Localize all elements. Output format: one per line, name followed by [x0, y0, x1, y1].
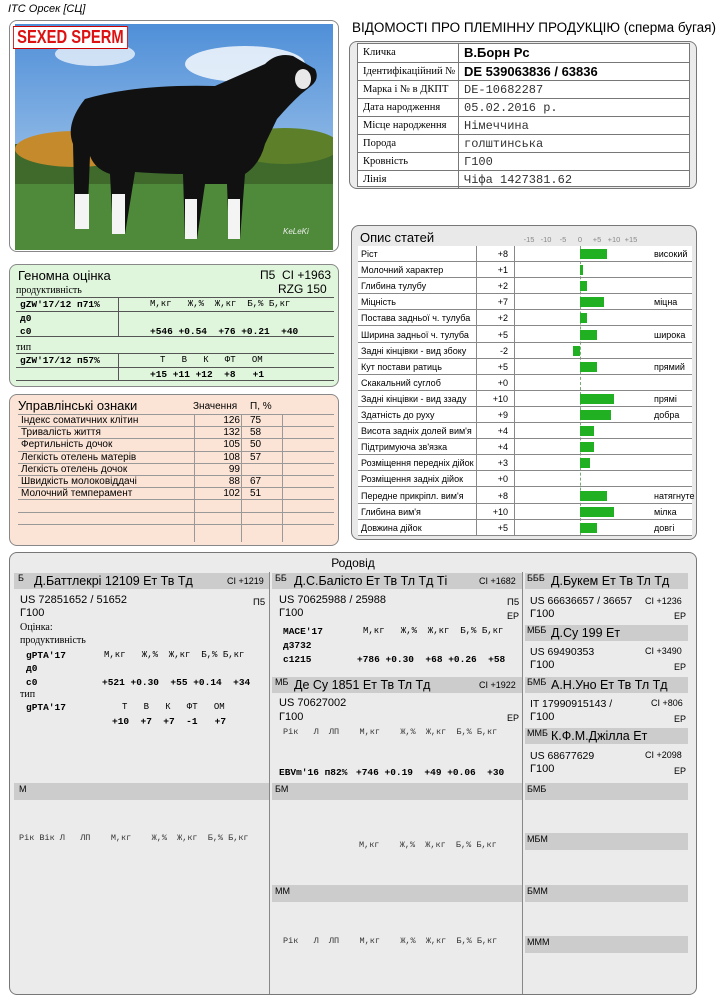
- management-value: 105: [223, 439, 240, 450]
- ped-mmb-id: US 68677629: [530, 750, 595, 762]
- ped-mmb-name: К.Ф.М.Джілла Ет: [551, 729, 648, 743]
- trait-bar: [580, 249, 607, 259]
- trait-description: прямі: [654, 394, 677, 404]
- scale-tick: +5: [592, 235, 602, 244]
- management-table: [18, 414, 334, 542]
- ped-b-code: Б: [18, 573, 24, 583]
- ped-mmb-ci: CI +2098: [645, 750, 682, 760]
- ped-bb-ci: CI +1682: [479, 576, 516, 586]
- genomic-p5: П5: [260, 268, 276, 282]
- ped-bb-c-values: +786 +0.30 +68 +0.26 +58: [357, 654, 506, 665]
- trait-value: +4: [497, 442, 508, 452]
- trait-row: [358, 278, 692, 294]
- info-value: Німеччина: [464, 119, 529, 133]
- info-row: [358, 44, 689, 62]
- management-percent: 58: [250, 427, 262, 438]
- trait-row: [358, 504, 692, 520]
- trait-name: Розміщення передніх дійок: [361, 458, 474, 468]
- info-value: В.Борн Рс: [464, 45, 530, 60]
- ped-bmb-code: БМБ: [527, 677, 547, 687]
- trait-name: Глибина вим'я: [361, 507, 421, 517]
- ped-mbb-ci: CI +3490: [645, 646, 682, 656]
- scale-tick: +10: [607, 235, 621, 244]
- trait-value: +2: [497, 313, 508, 323]
- trait-name: Кут постави ратиць: [361, 362, 442, 372]
- trait-name: Здатність до руху: [361, 410, 435, 420]
- trait-bar: [580, 442, 594, 452]
- info-label: Кровність: [363, 156, 409, 167]
- ped-mbb-code: МББ: [527, 625, 547, 635]
- management-trait: Фертильність дочок: [21, 439, 113, 450]
- trait-bar: [580, 313, 587, 323]
- genomic-sub-type: тип: [16, 342, 32, 353]
- ped-bm-header: М,кг Ж,% Ж,кг Б,% Б,кг: [359, 840, 497, 850]
- management-row: [18, 439, 334, 451]
- ped-mb-code: МБ: [275, 677, 289, 687]
- management-value: 108: [223, 452, 240, 463]
- scale-tick: -5: [559, 235, 567, 244]
- info-row: [358, 134, 689, 152]
- document-title: ВІДОМОСТІ ПРО ПЛЕМІННУ ПРОДУКЦІЮ (сперма бугая): [352, 20, 716, 35]
- trait-description: мілка: [654, 507, 677, 517]
- trait-row: [358, 359, 692, 375]
- trait-row: [358, 246, 692, 262]
- sexed-sperm-badge: SEXED SPERM: [13, 26, 128, 49]
- trait-bar: [580, 491, 607, 501]
- ped-bb-header: М,кг Ж,% Ж,кг Б,% Б,кг: [363, 626, 504, 636]
- ped-bmm-code: БММ: [527, 886, 548, 896]
- trait-value: +0: [497, 378, 508, 388]
- company-name: ITC Орсек [СЦ]: [8, 3, 86, 15]
- ped-mm-header: Рік Л ЛП М,кг Ж,% Ж,кг Б,% Б,кг: [283, 936, 498, 946]
- ped-b-id: US 72851652 / 51652: [20, 594, 128, 606]
- management-percent: 75: [250, 415, 262, 426]
- trait-bar: [580, 297, 604, 307]
- traits-title: Опис статей: [360, 230, 435, 245]
- info-row: [358, 116, 689, 134]
- management-value: 102: [223, 488, 240, 499]
- management-percent: 67: [250, 476, 262, 487]
- ped-bb-d: д3732: [283, 640, 312, 651]
- ped-b-label2: gPTA'17: [26, 702, 66, 713]
- ped-bb-blood: Г100: [279, 607, 304, 619]
- trait-bar: [580, 458, 590, 468]
- trait-name: Ріст: [361, 249, 378, 259]
- trait-row: [358, 520, 692, 536]
- ped-b-eval: Оцінка:: [20, 622, 53, 633]
- ped-mb-values: +746 +0.19 +49 +0.06 +30: [356, 767, 505, 778]
- trait-name: Скакальний суглоб: [361, 378, 441, 388]
- ped-bb-label: MACE'17: [283, 626, 323, 637]
- genomic-prod-header: М,кг Ж,% Ж,кг Б,% Б,кг: [150, 299, 291, 309]
- trait-bar: [580, 330, 597, 340]
- trait-name: Глибина тулубу: [361, 281, 427, 291]
- genomic-type-header: Т В К ФТ ОМ: [160, 355, 263, 365]
- ped-mb-header: Рік Л ЛП М,кг Ж,% Ж,кг Б,% Б,кг: [283, 727, 498, 737]
- ped-bb-c: с1215: [283, 654, 312, 665]
- info-label: Лінія: [363, 174, 387, 185]
- trait-value: +10: [492, 507, 508, 517]
- trait-row: [358, 294, 692, 310]
- info-row: [358, 80, 689, 98]
- genomic-prod-label: gZW'17/12 п71%: [20, 299, 100, 310]
- trait-description: прямий: [654, 362, 685, 372]
- ped-mbb-blood: Г100: [530, 659, 555, 671]
- photo-watermark: KeLeKi: [283, 227, 309, 236]
- scale-tick: +15: [624, 235, 638, 244]
- trait-name: Задні кінцівки - вид ззаду: [361, 394, 467, 404]
- genomic-d0: д0: [20, 313, 32, 324]
- trait-row: [358, 391, 692, 407]
- ped-mm-code: ММ: [275, 886, 290, 896]
- trait-bar: [573, 346, 580, 356]
- genomic-sub-productivity: продуктивність: [16, 285, 82, 296]
- trait-bar: [580, 410, 611, 420]
- trait-value: +9: [497, 410, 508, 420]
- management-trait: Швидкість молоковіддачі: [21, 476, 137, 487]
- management-value: 88: [228, 476, 240, 487]
- trait-value: -2: [499, 346, 508, 356]
- ped-mb-id: US 70627002: [279, 697, 347, 709]
- trait-bar: [580, 362, 597, 372]
- traits-table: [358, 246, 695, 536]
- trait-name: Постава задньої ч. тулуба: [361, 313, 471, 323]
- trait-value: +5: [497, 362, 508, 372]
- trait-row: [358, 327, 692, 343]
- ped-bb-id: US 70625988 / 25988: [279, 594, 387, 606]
- management-percent: 57: [250, 452, 262, 463]
- ped-b-type-values: +10 +7 +7 -1 +7: [112, 716, 227, 727]
- trait-description: натягнуте: [654, 491, 695, 501]
- ped-b-tip: тип: [20, 689, 36, 700]
- info-label: Місце народження: [363, 120, 447, 131]
- trait-bar: [580, 281, 587, 291]
- ped-mb-name: Де Су 1851 Ет Тв Тл Тд: [294, 678, 431, 692]
- management-trait: Індекс соматичних клітин: [21, 415, 139, 426]
- ped-bbb-blood: Г100: [530, 608, 555, 620]
- ped-bmb-blood: Г100: [530, 711, 555, 723]
- ped-m-header: Рік Вік Л ЛП М,кг Ж,% Ж,кг Б,% Б,кг: [19, 833, 249, 843]
- ped-bmb-name: А.Н.Уно Ет Тв Тл Тд: [551, 678, 668, 692]
- ped-b-ci: CI +1219: [227, 576, 264, 586]
- genomic-c0: с0: [20, 326, 32, 337]
- ped-b-label1: gPTA'17: [26, 650, 66, 661]
- pedigree-panel: [9, 552, 697, 995]
- trait-description: міцна: [654, 297, 678, 307]
- ped-bb-p: П5: [507, 597, 520, 608]
- management-value: 99: [228, 464, 240, 475]
- bull-photo: [15, 24, 333, 250]
- ped-mmm-code: МММ: [527, 937, 550, 947]
- trait-name: Висота задніх долей вим'я: [361, 426, 472, 436]
- ped-bb-ep: ЕР: [507, 611, 520, 621]
- trait-name: Довжина дійок: [361, 523, 422, 533]
- info-value: 05.02.2016 р.: [464, 101, 558, 115]
- ped-b-blood: Г100: [20, 607, 45, 619]
- ped-mbb-name: Д.Су 199 Ет: [551, 626, 621, 640]
- trait-bar: [580, 507, 614, 517]
- ped-mb-blood: Г100: [279, 711, 304, 723]
- trait-row: [358, 262, 692, 278]
- management-trait: Тривалість життя: [21, 427, 101, 438]
- trait-value: +1: [497, 265, 508, 275]
- trait-name: Міцність: [361, 297, 396, 307]
- ped-bm-code: БМ: [275, 784, 289, 794]
- info-label: Марка і № в ДКПТ: [363, 84, 449, 95]
- info-label: Порода: [363, 138, 397, 149]
- genomic-type-values: +15 +11 +12 +8 +1: [150, 369, 265, 380]
- info-label: Ідентифікаційний №: [363, 66, 456, 77]
- ped-bmbx-code: БМБ: [527, 784, 547, 794]
- trait-row: [358, 375, 692, 391]
- ped-m-code: М: [19, 784, 27, 794]
- management-percent: 51: [250, 488, 262, 499]
- trait-value: +0: [497, 474, 508, 484]
- info-panel: [349, 41, 697, 189]
- trait-value: +8: [497, 249, 508, 259]
- scale-tick: 0: [577, 235, 583, 244]
- ped-mb-ep: ЕР: [507, 713, 520, 723]
- management-col-value: Значення: [193, 401, 238, 412]
- ped-bbb-ep: ЕР: [674, 611, 687, 621]
- trait-bar: [580, 523, 597, 533]
- ped-b-header1: М,кг Ж,% Ж,кг Б,% Б,кг: [104, 650, 245, 660]
- scale-tick: -10: [540, 235, 552, 244]
- trait-row: [358, 423, 692, 439]
- info-row: [358, 170, 689, 188]
- ped-bbb-name: Д.Букем Ет Тв Тл Тд: [551, 574, 670, 588]
- ped-mb-label: EBVm'16 п82%: [279, 767, 348, 778]
- ped-mb-ci: CI +1922: [479, 680, 516, 690]
- trait-value: +4: [497, 426, 508, 436]
- ped-mbm-code: МБМ: [527, 834, 548, 844]
- genomic-rzg: RZG 150: [278, 282, 327, 296]
- info-value: голштинська: [464, 137, 544, 151]
- trait-value: +5: [497, 330, 508, 340]
- ped-bmb-ep: ЕР: [674, 714, 687, 724]
- trait-bar: [580, 394, 614, 404]
- trait-name: Передне прикріпл. вим'я: [361, 491, 464, 501]
- ped-b-prod: продуктивність: [20, 635, 86, 646]
- management-value: 126: [223, 415, 240, 426]
- trait-row: [358, 455, 692, 471]
- ped-bb-name: Д.С.Балісто Ет Тв Тл Тд Ті: [294, 574, 448, 588]
- ped-mbb-id: US 69490353: [530, 646, 595, 658]
- trait-value: +2: [497, 281, 508, 291]
- ped-bbb-code: БББ: [527, 573, 545, 583]
- genomic-title: Геномна оцінка: [18, 268, 111, 283]
- trait-description: довгі: [654, 523, 675, 533]
- info-value: Г100: [464, 155, 493, 169]
- management-percent: 50: [250, 439, 262, 450]
- trait-name: Молочний характер: [361, 265, 444, 275]
- genomic-ci: CI +1963: [282, 268, 332, 282]
- ped-bbb-id: US 66636657 / 36657: [530, 595, 633, 607]
- traits-panel: [351, 225, 697, 540]
- trait-row: [358, 471, 692, 487]
- info-row: [358, 152, 689, 170]
- trait-row: [358, 439, 692, 455]
- management-panel: [9, 394, 339, 546]
- info-value: Чіфа 1427381.62: [464, 173, 573, 187]
- trait-row: [358, 343, 692, 359]
- management-trait: Легкість отелень дочок: [21, 464, 128, 475]
- ped-bmb-id: IT 17990915143 /: [530, 698, 613, 710]
- trait-description: добра: [654, 410, 680, 420]
- ped-mbb-ep: ЕР: [674, 662, 687, 672]
- trait-name: Ширина задньої ч. тулуба: [361, 330, 469, 340]
- trait-name: Задні кінцівки - вид збоку: [361, 346, 467, 356]
- management-trait: Легкість отелень матерів: [21, 452, 137, 463]
- trait-value: +3: [497, 458, 508, 468]
- info-label: Кличка: [363, 47, 396, 58]
- ped-mmb-code: ММБ: [527, 728, 548, 738]
- info-value: DE 539063836 / 63836: [464, 64, 598, 79]
- trait-bar: [580, 426, 594, 436]
- info-value: DE-10682287: [464, 83, 544, 97]
- trait-bar: [580, 265, 583, 275]
- pedigree-title: Родовід: [331, 556, 375, 570]
- ped-bb-code: ББ: [275, 573, 287, 583]
- ped-b-name: Д.Баттлекрі 12109 Ет Тв Тд: [34, 574, 193, 588]
- info-row: [358, 98, 689, 116]
- trait-value: +8: [497, 491, 508, 501]
- ped-b-c0-values: +521 +0.30 +55 +0.14 +34: [102, 677, 251, 688]
- ped-bmb-ci: CI +806: [651, 698, 683, 708]
- ped-b-p: П5: [253, 597, 266, 608]
- ped-bbb-ci: CI +1236: [645, 596, 682, 606]
- trait-name: Розміщення задніх дійок: [361, 474, 464, 484]
- genomic-panel: [9, 264, 339, 387]
- trait-name: Підтримуюча зв'язка: [361, 442, 448, 452]
- trait-value: +10: [492, 394, 508, 404]
- photo-panel: [9, 20, 339, 252]
- ped-b-header2: Т В К ФТ ОМ: [122, 702, 225, 712]
- trait-row: [358, 407, 692, 423]
- ped-mmb-ep: ЕР: [674, 766, 687, 776]
- ped-b-d0: д0: [26, 663, 38, 674]
- trait-value: +5: [497, 523, 508, 533]
- genomic-type-label: gZW'17/12 п57%: [20, 355, 100, 366]
- trait-value: +7: [497, 297, 508, 307]
- info-row: [358, 62, 689, 80]
- scale-tick: -15: [523, 235, 535, 244]
- ped-b-c0: с0: [26, 677, 38, 688]
- trait-row: [358, 488, 695, 504]
- ped-mmb-blood: Г100: [530, 763, 555, 775]
- trait-description: широка: [654, 330, 686, 340]
- management-trait: Молочний темперамент: [21, 488, 133, 499]
- management-col-p: П, %: [250, 401, 272, 412]
- info-table: [357, 43, 690, 187]
- trait-row: [358, 310, 692, 326]
- management-value: 132: [223, 427, 240, 438]
- info-label: Дата народження: [363, 102, 441, 113]
- genomic-c0-values: +546 +0.54 +76 +0.21 +40: [150, 326, 299, 337]
- trait-description: високий: [654, 249, 688, 259]
- management-title: Управлінські ознаки: [18, 398, 138, 413]
